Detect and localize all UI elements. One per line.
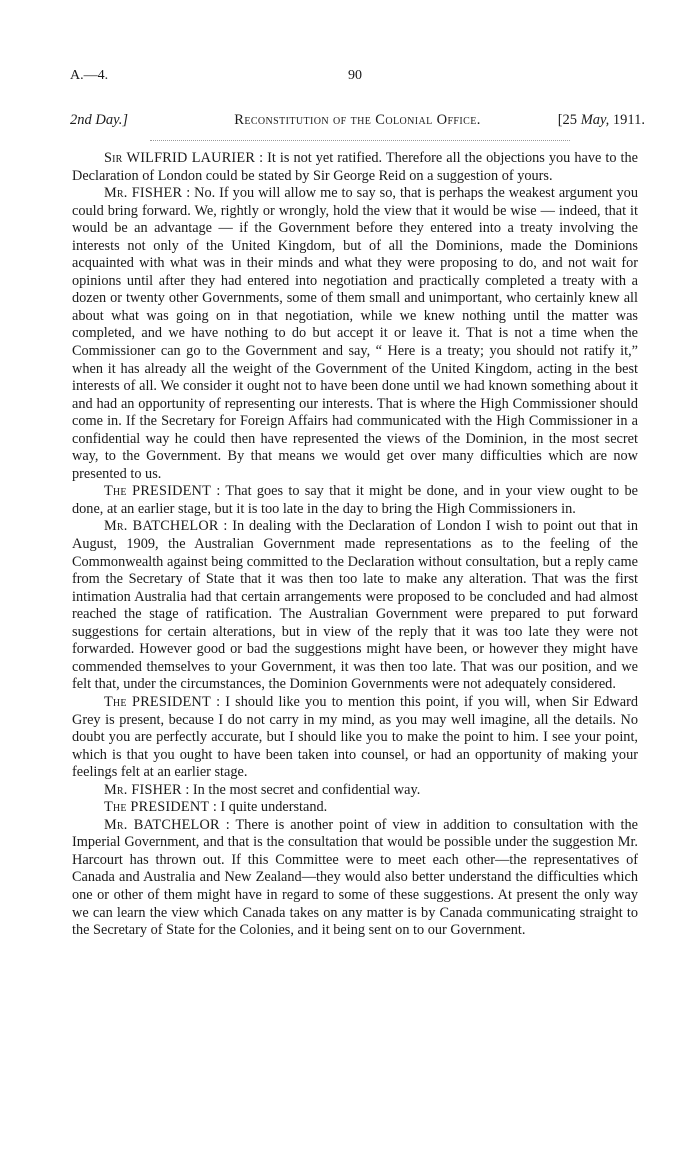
speech-text: : That goes to say that it might be done, and in your view ought to be done, at an earlier stage, but it is too late in the day to bring the High Commissioners in. xyxy=(72,483,638,517)
speech-paragraph xyxy=(72,694,638,782)
speech-text: : In dealing with the Declaration of London I wish to point out that in August, 1909, the Australian Government made representations as to the feeling of the Commonwealth against being committed to the Declaration without consultation, but a reply came from the Secretary of State that it was then too late to make any alteration. That was the first intimation Australia had that certain arrangements were proposed to be concluded and had almost reached the stage of ratification. The Australian Government were prepared to put forward suggestions for certain alterations, but in view of the reply that it was too late they were not forwarded. However good or bad the suggestions might have been, or however they might have commended themselves to your Government, it was then too late. That was our position, and we felt that, under the circumstances, the Dominion Governments were not adequately considered. xyxy=(72,518,639,693)
speaker-name: The PRESIDENT xyxy=(104,693,211,710)
speech-text: : There is another point of view in addition to consultation with the Imperial Government, and that is the consultation that would be possible under the suggestion Mr. Harcourt has thrown out. If this Committee were to meet each other—the representatives of Canada and Australia and New Zealand—they would also better understand the difficulties which one or other of them might have in regard to some of these suggestions. At present the only way we can learn the view which Canada takes on any matter is by Canada communicating straight to the Secretary of State for the Colonies, and it being sent on to our Government. xyxy=(72,816,639,939)
section-header xyxy=(70,112,645,132)
speech-paragraph xyxy=(72,518,638,693)
speech-paragraph xyxy=(72,150,638,185)
speech-paragraph xyxy=(72,799,638,817)
running-head xyxy=(70,68,640,88)
speaker-name: Mr. FISHER xyxy=(104,185,183,202)
speaker-name: Mr. BATCHELOR xyxy=(104,518,219,535)
speaker-name: The PRESIDENT xyxy=(104,483,212,500)
day-label: 2nd Day.] xyxy=(70,112,128,128)
section-title: Reconstitution of the Colonial Office. xyxy=(234,112,481,128)
speaker-name: Mr. BATCHELOR xyxy=(104,816,220,833)
date-open: [25 xyxy=(557,112,581,128)
speech-paragraph xyxy=(72,817,638,940)
header-rule xyxy=(150,140,570,141)
speaker-name: Sir WILFRID LAURIER xyxy=(104,150,256,166)
speaker-name: The PRESIDENT xyxy=(104,799,210,816)
speech-text: : No. If you will allow me to say so, that is perhaps the weakest argument you could bring forward. We, rightly or wrongly, hold the view that it would be wise — indeed, that it would be an advantage — if the Government before they entered into a treaty involving the interests not only of the United Kingdom, but of all the Dominions, made the Dominions acquainted with what was in their minds and what they were proposing to do, and not wait for opinions until after they had entered into negotiation and practically completed a treaty with a dozen or twenty other Governments, some of them small and unimportant, who certainly knew all about what was going on in that negotiation, while we knew nothing until the matter was completed, and we have nothing to do but accept it or leave it. That is not a time when the Commissioner can go to the Government and say, “ Here is a treaty; you should not ratify it,” when it has already all the weight of the Government of the United Kingdom, acting in the best interests of all. We consider it ought not to have been done until we had known something about it and had an opportunity of representing our interests. That is where the High Commissioner should come in. If the Secretary for Foreign Affairs had communicated with the High Commissioner in a confidential way he could then have represented the views of the Dominion, in the most secret way, to the Government. By that means we would get over many difficulties which are now presented to us. xyxy=(72,185,638,482)
page-number: 90 xyxy=(348,68,362,83)
transcript-body xyxy=(72,150,638,940)
date-year: 1911. xyxy=(609,112,645,128)
speech-text: : I should like you to mention this point, if you will, when Sir Edward Grey is present, because I do not carry in my mind, as you may well imagine, all the details. No doubt you are perfectly accurate, but I should like you to make the point to him. I see your point, which is that you ought to have been taken into counsel, or had an opportunity of making your feelings felt at an earlier stage. xyxy=(72,693,638,781)
speech-paragraph xyxy=(72,185,638,483)
date-label xyxy=(558,112,645,129)
date-month: May, xyxy=(580,112,610,128)
speech-text: : I quite understand. xyxy=(212,799,328,816)
report-reference: A.—4. xyxy=(70,68,109,83)
speech-text: : It is not yet ratified. Therefore all the objections you have to the Declaration of London could be stated by Sir George Reid on a suggestion of yours. xyxy=(72,150,639,184)
speech-paragraph xyxy=(72,782,638,800)
speech-paragraph xyxy=(72,483,638,518)
speaker-name: Mr. FISHER xyxy=(104,781,182,798)
speech-text: : In the most secret and confidential way. xyxy=(185,781,421,798)
